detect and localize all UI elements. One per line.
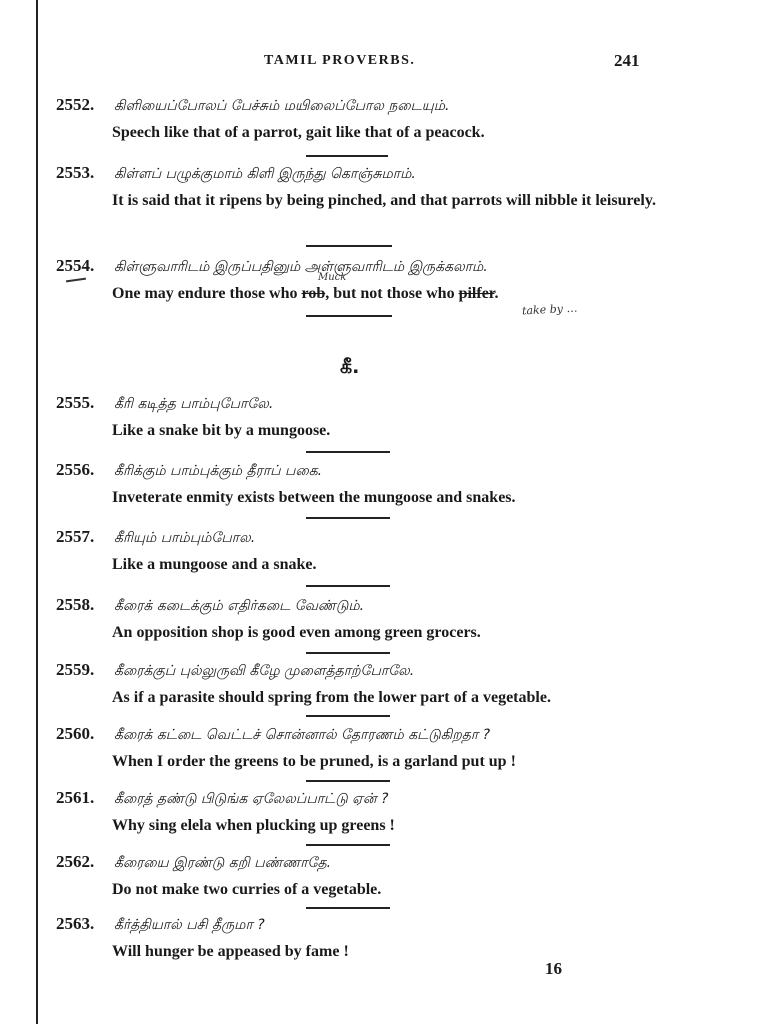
separator-rule xyxy=(306,517,390,519)
proverb-translation: Why sing elela when plucking up greens ! xyxy=(112,817,395,834)
proverb-translation: Speech like that of a parrot, gait like that of a peacock. xyxy=(112,124,485,141)
proverb-number: 2554. xyxy=(56,256,95,275)
proverb-number: 2561. xyxy=(56,788,95,807)
proverb-tamil: கிள்ளப் பழுக்குமாம் கிளி இருந்து கொஞ்சுமாம். xyxy=(114,166,416,182)
separator-rule xyxy=(306,907,390,909)
separator-rule xyxy=(306,451,390,453)
proverb-translation: Do not make two curries of a vegetable. xyxy=(112,881,382,898)
struck-word: rob xyxy=(301,285,326,302)
handwritten-margin-note: take by … xyxy=(521,301,578,318)
proverb-tamil: கீரைக் கடைக்கும் எதிர்கடை வேண்டும். xyxy=(114,598,365,614)
separator-rule xyxy=(306,585,390,587)
proverb-number: 2562. xyxy=(56,852,95,871)
proverb-tamil: கீர்த்தியால் பசி தீருமா ? xyxy=(114,917,265,933)
proverb-tamil: கிள்ளுவாரிடம் இருப்பதினும் அள்ளுவாரிடம் இருக்கலாம். xyxy=(114,259,488,275)
proverb-tamil: கீரைக்குப் புல்லுருவி கீழே முளைத்தாற்போலே. xyxy=(114,663,415,679)
proverb-translation: When I order the greens to be pruned, is a garland put up ! xyxy=(112,753,516,770)
proverb-number: 2552. xyxy=(56,95,95,114)
separator-rule xyxy=(306,844,390,846)
proverb-number: 2558. xyxy=(56,595,95,614)
proverb-entry xyxy=(56,594,706,644)
proverb-number: 2563. xyxy=(56,914,95,933)
separator-rule xyxy=(306,315,392,317)
proverb-number: 2559. xyxy=(56,660,95,679)
proverb-tamil: கீரியும் பாம்பும்போல. xyxy=(114,530,256,546)
separator-rule xyxy=(306,245,392,247)
proverb-entry xyxy=(56,787,706,837)
proverb-tamil: கீரைத் தண்டு பிடுங்க ஏலேலப்பாட்டு ஏன் ? xyxy=(114,791,389,807)
proverb-tamil: கிளியைப்போலப் பேச்சும் மயிலைப்போல நடையும். xyxy=(114,98,450,114)
proverb-tamil: கீரையை இரண்டு கறி பண்ணாதே. xyxy=(114,855,332,871)
proverb-number: 2556. xyxy=(56,460,95,479)
separator-rule xyxy=(306,715,390,717)
proverb-translation: One may endure those who rob, but not those who pilfer. xyxy=(112,285,499,302)
proverb-entry xyxy=(56,851,706,901)
proverb-number: 2560. xyxy=(56,724,95,743)
page-edge-line xyxy=(36,0,38,1024)
separator-rule xyxy=(306,780,390,782)
signature-mark: 16 xyxy=(545,959,562,978)
proverb-translation: An opposition shop is good even among green grocers. xyxy=(112,624,481,641)
proverb-number: 2555. xyxy=(56,393,95,412)
proverb-entry xyxy=(56,94,706,144)
handwritten-annotation: Muck xyxy=(318,272,347,283)
section-heading: கீ. xyxy=(340,356,360,378)
proverb-entry xyxy=(56,913,706,963)
proverb-entry xyxy=(56,392,706,442)
proverb-entry xyxy=(56,723,706,773)
proverb-entry xyxy=(56,659,706,709)
proverb-entry xyxy=(56,459,706,509)
running-head: TAMIL PROVERBS. xyxy=(264,53,416,68)
proverb-translation: Like a mungoose and a snake. xyxy=(112,556,317,573)
proverb-entry xyxy=(56,162,706,212)
proverb-entry xyxy=(56,255,706,305)
proverb-tamil: கீரைக் கட்டை வெட்டச் சொன்னால் தோரணம் கட்டுகிறதா ? xyxy=(114,727,491,743)
proverb-tamil: கீரிக்கும் பாம்புக்கும் தீராப் பகை. xyxy=(114,463,323,479)
proverb-translation: Inveterate enmity exists between the mungoose and snakes. xyxy=(112,489,516,506)
proverb-translation: Will hunger be appeased by fame ! xyxy=(112,943,349,960)
proverb-translation: Like a snake bit by a mungoose. xyxy=(112,422,331,439)
proverb-number: 2557. xyxy=(56,527,95,546)
page-number: 241 xyxy=(614,51,640,70)
proverb-tamil: கீரி கடித்த பாம்புபோலே. xyxy=(114,396,274,412)
separator-rule xyxy=(306,652,390,654)
proverb-entry xyxy=(56,526,706,576)
struck-word: pilfer xyxy=(458,285,495,302)
proverb-number: 2553. xyxy=(56,163,95,182)
proverb-translation: It is said that it ripens by being pinched, and that parrots will nibble it leisurely. xyxy=(112,192,656,209)
proverb-translation: As if a parasite should spring from the lower part of a vegetable. xyxy=(112,689,551,706)
separator-rule xyxy=(306,155,388,157)
